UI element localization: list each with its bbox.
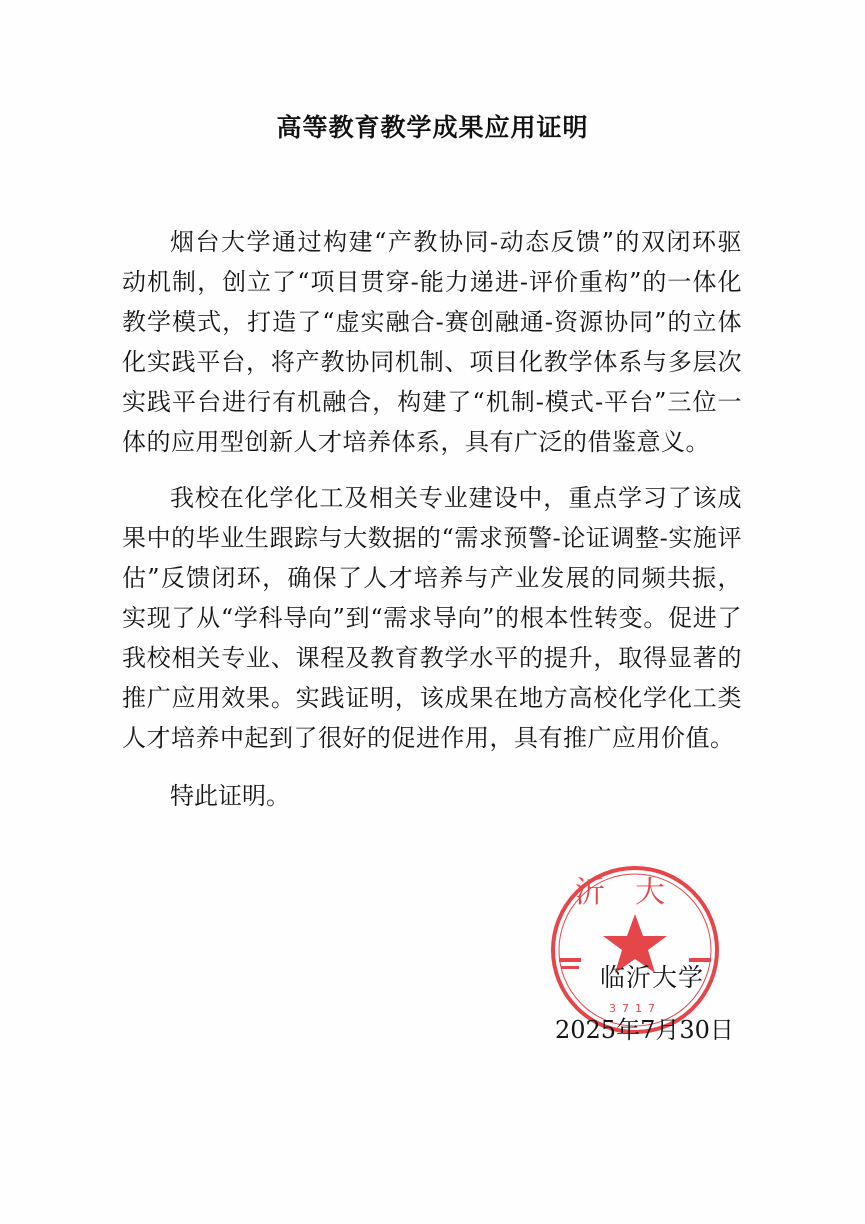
- signature-date: 2025年7月30日: [555, 1016, 734, 1044]
- seal-bottom-text: 3717: [609, 1002, 661, 1015]
- closing-text: 特此证明。: [170, 782, 290, 810]
- paragraph-1: 烟台大学通过构建“产教协同-动态反馈”的双闭环驱动机制，创立了“项目贯穿-能力递进-评价重构”的一体化教学模式，打造了“虚实融合-赛创融通-资源协同”的立体化实践平台，将产教协同机制、项目化教学体系与多层次实践平台进行有机融合，构建了“机制-模式-平台”三位一体的应用型创新人才培养体系，具有广泛的借鉴意义。: [122, 228, 742, 456]
- document-body: [122, 222, 742, 816]
- paragraph-2: 我校在化学化工及相关专业建设中，重点学习了该成果中的毕业生跟踪与大数据的“需求预警-论证调整-实施评估”反馈闭环，确保了人才培养与产业发展的同频共振，实现了从“学科导向”到“需求导向”的根本性转变。促进了我校相关专业、课程及教育教学水平的提升，取得显著的推广应用效果。实践证明，该成果在地方高校化学化工类人才培养中起到了很好的促进作用，具有推广应用价值。: [122, 484, 742, 752]
- seal-top-text: 沂大: [575, 875, 695, 910]
- document-title: 高等教育教学成果应用证明: [276, 113, 589, 142]
- signature-institution: 临沂大学: [600, 963, 705, 992]
